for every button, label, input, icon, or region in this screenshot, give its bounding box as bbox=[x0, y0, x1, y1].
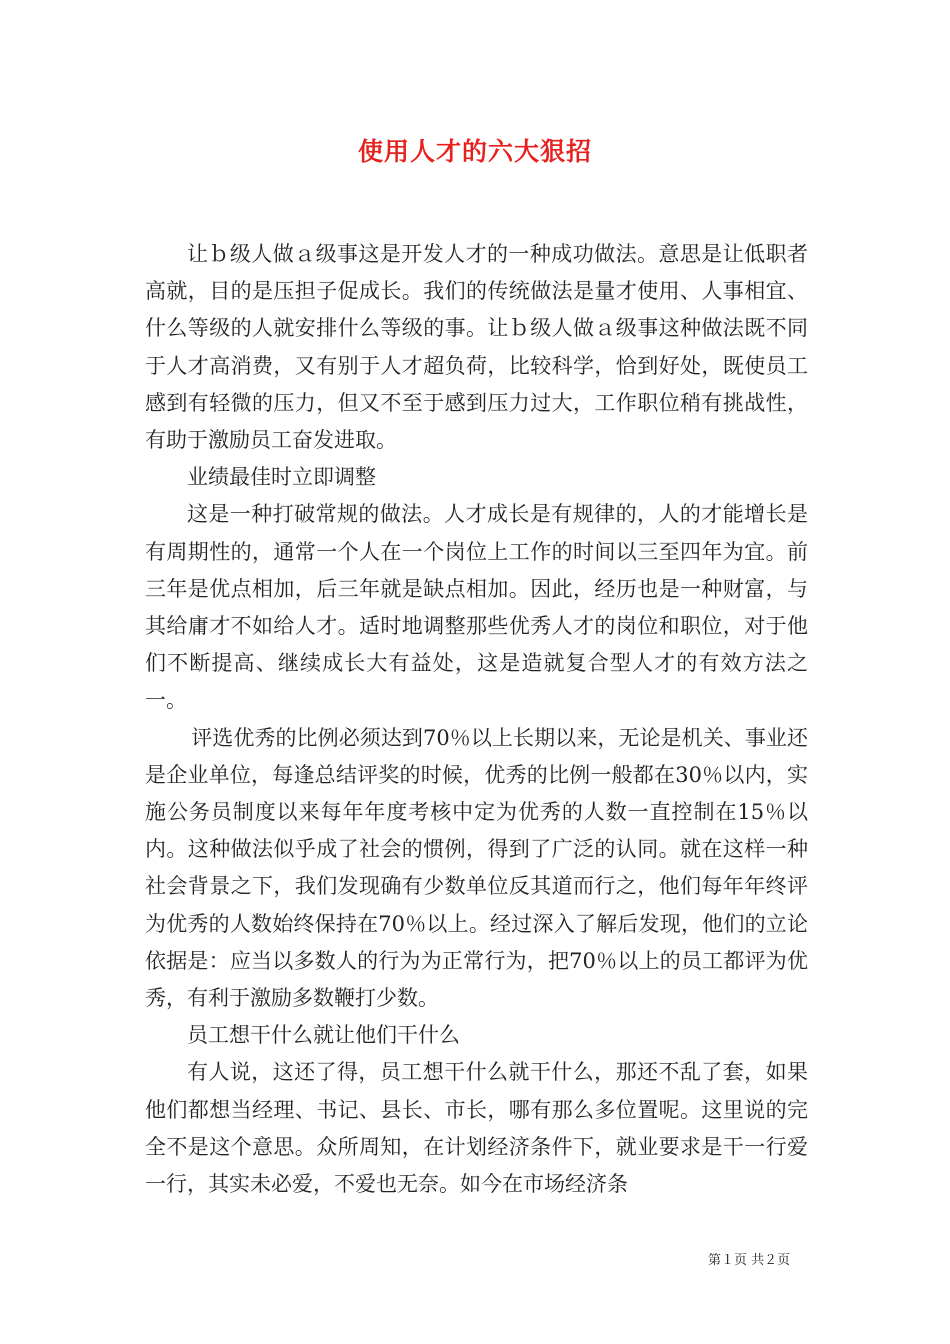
paragraph-2: 这是一种打破常规的做法。人才成长是有规律的，人的才能增长是有周期性的，通常一个人在一个岗位上工作的时间以三至四年为宜。前三年是优点相加，后三年就是缺点相加。因此，经历也是一种财富，与其给庸才不如给人才。适时地调整那些优秀人才的岗位和职位，对于他们不断提高、继续成长大有益处，这是造就复合型人才的有效方法之一。 bbox=[145, 502, 808, 713]
paragraph-1: 让ｂ级人做ａ级事这是开发人才的一种成功做法。意思是让低职者高就，目的是压担子促成长。我们的传统做法是量才使用、人事相宜、什么等级的人就安排什么等级的事。让ｂ级人做ａ级事这种做法既不同于人才高消费，又有别于人才超负荷，比较科学，恰到好处，既使员工感到有轻微的压力，但又不至于感到压力过大，工作职位稍有挑战性，有助于激励员工奋发进取。 bbox=[145, 242, 808, 453]
paragraph-3: 评选优秀的比例必须达到70％以上长期以来，无论是机关、事业还是企业单位，每逢总结评奖的时候，优秀的比例一般都在30％以内，实施公务员制度以来每年年度考核中定为优秀的人数一直控制在15％以内。这种做法似乎成了社会的惯例，得到了广泛的认同。就在这样一种社会背景之下，我们发现确有少数单位反其道而行之，他们每年年终评为优秀的人数始终保持在70％以上。经过深入了解后发现，他们的立论依据是：应当以多数人的行为为正常行为，把70％以上的员工都评为优秀，有利于激励多数鞭打少数。 bbox=[145, 725, 808, 1011]
document-body bbox=[145, 236, 808, 1203]
section-heading-2: 员工想干什么就让他们干什么 bbox=[187, 1023, 460, 1048]
section-heading-1: 业绩最佳时立即调整 bbox=[187, 465, 376, 490]
document-title: 使用人才的六大狠招 bbox=[357, 137, 592, 166]
page-number-footer: 第１页 共２页 bbox=[708, 1253, 791, 1268]
paragraph-4: 有人说，这还了得，员工想干什么就干什么，那还不乱了套，如果他们都想当经理、书记、县长、市长，哪有那么多位置呢。这里说的完全不是这个意思。众所周知，在计划经济条件下，就业要求是干一行爱一行，其实未必爱，不爱也无奈。如今在市场经济条 bbox=[145, 1060, 808, 1197]
